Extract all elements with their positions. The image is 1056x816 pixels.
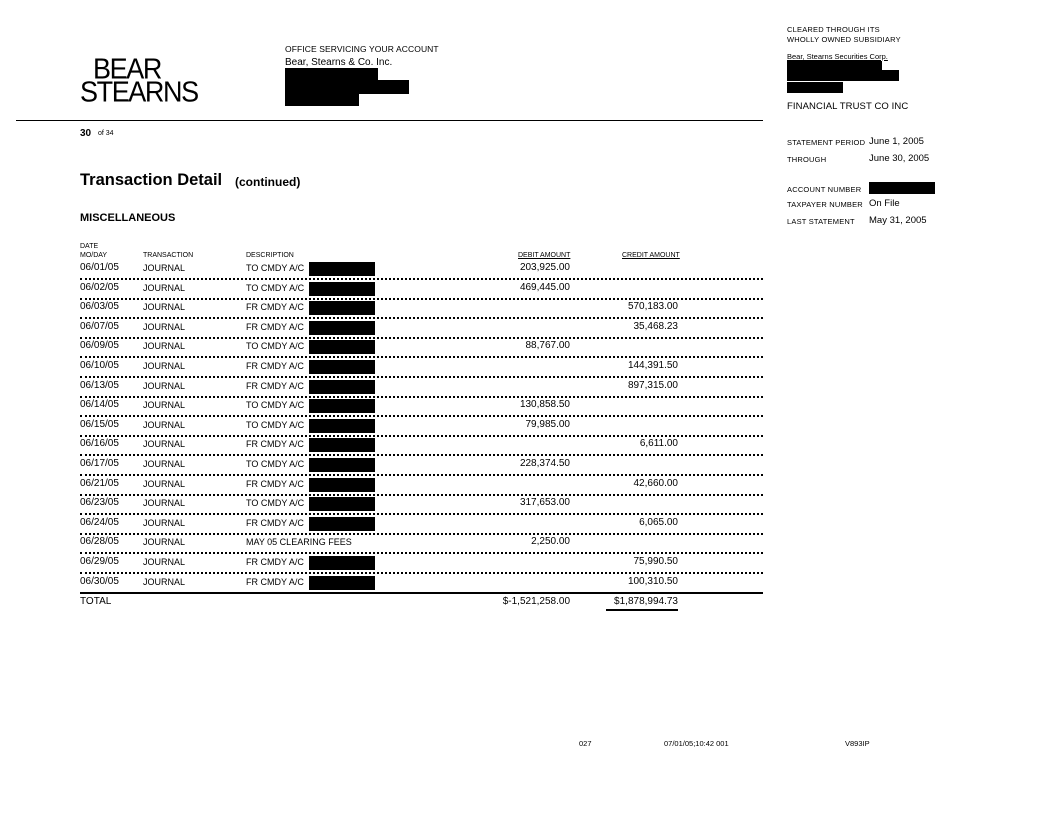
row-transaction: JOURNAL <box>143 557 186 567</box>
redacted-account-block <box>309 556 375 570</box>
row-transaction: JOURNAL <box>143 498 186 509</box>
row-description: TO CMDY A/C <box>246 282 305 293</box>
row-date: 06/03/05 <box>80 301 119 313</box>
total-credit-underline <box>606 609 678 611</box>
redacted-office-line-3 <box>285 94 359 106</box>
row-description: TO CMDY A/C <box>246 419 305 430</box>
table-row <box>80 516 763 536</box>
row-date: 06/17/05 <box>80 458 119 469</box>
col-header-credit: CREDIT AMOUNT <box>622 252 680 259</box>
section-continued: (continued) <box>235 175 301 189</box>
table-row <box>80 320 763 340</box>
row-date: 06/07/05 <box>80 320 119 332</box>
row-date: 06/28/05 <box>80 536 119 548</box>
table-row <box>80 379 763 399</box>
row-date: 06/23/05 <box>80 497 119 509</box>
row-transaction: JOURNAL <box>143 400 186 411</box>
row-transaction: JOURNAL <box>143 341 186 352</box>
table-row <box>80 457 763 477</box>
row-transaction: JOURNAL <box>143 282 186 293</box>
table-row <box>80 261 763 281</box>
total-credit: $1,878,994.73 <box>614 596 678 607</box>
redacted-address-line-2 <box>787 70 899 81</box>
taxpayer-number-value: On File <box>869 198 900 209</box>
row-date: 06/30/05 <box>80 575 119 587</box>
table-row <box>80 535 763 555</box>
redacted-office-line-2 <box>285 80 409 94</box>
row-debit: 469,445.00 <box>519 281 570 293</box>
table-row <box>80 359 763 379</box>
page-of-total: of 34 <box>98 130 114 137</box>
table-row <box>80 300 763 320</box>
row-transaction: JOURNAL <box>143 478 186 489</box>
row-date: 06/09/05 <box>80 340 119 352</box>
table-row <box>80 496 763 516</box>
row-transaction: JOURNAL <box>143 263 186 273</box>
row-transaction: JOURNAL <box>143 380 186 391</box>
row-description: FR CMDY A/C <box>246 478 304 489</box>
col-header-description: DESCRIPTION <box>246 252 294 259</box>
row-credit: 6,611.00 <box>639 438 678 450</box>
row-date: 06/15/05 <box>80 418 119 430</box>
page-number: 30 <box>80 128 92 139</box>
row-credit: 100,310.50 <box>627 575 678 587</box>
taxpayer-number-label: TAXPAYER NUMBER <box>787 200 863 209</box>
redacted-account-block <box>309 517 375 531</box>
col-header-debit: DEBIT AMOUNT <box>518 252 571 259</box>
table-row <box>80 477 763 497</box>
row-description: TO CMDY A/C <box>246 400 305 411</box>
bear-stearns-logo <box>80 53 198 108</box>
row-description: TO CMDY A/C <box>246 459 305 469</box>
row-credit: 35,468.23 <box>633 320 678 332</box>
row-credit: 75,990.50 <box>633 556 678 567</box>
redacted-account-block <box>309 458 375 472</box>
row-description: FR CMDY A/C <box>246 517 304 528</box>
section-title: Transaction Detail <box>80 171 223 189</box>
row-date: 06/02/05 <box>80 281 119 293</box>
col-header-date-line2: MO/DAY <box>80 252 108 259</box>
row-debit: 317,653.00 <box>519 497 570 509</box>
total-rule <box>80 592 763 594</box>
row-credit: 6,065.00 <box>639 516 678 528</box>
row-debit: 88,767.00 <box>525 340 570 352</box>
logo-line-2: STEARNS <box>80 76 198 108</box>
header-rule <box>16 120 763 121</box>
row-debit: 2,250.00 <box>531 536 570 548</box>
section-subtitle: MISCELLANEOUS <box>80 212 176 224</box>
office-heading: OFFICE SERVICING YOUR ACCOUNT <box>285 44 439 54</box>
redacted-account-block <box>309 360 375 374</box>
redacted-account-block <box>309 497 375 511</box>
redacted-account-block <box>309 340 375 354</box>
row-debit: 130,858.50 <box>519 399 570 411</box>
redacted-account-block <box>309 301 375 315</box>
row-description: MAY 05 CLEARING FEES <box>246 537 352 548</box>
redacted-account-block <box>309 576 375 590</box>
table-row <box>80 281 763 301</box>
table-row <box>80 398 763 418</box>
redacted-account-block <box>309 399 375 413</box>
subsidiary-name: Bear, Stearns Securities Corp. <box>787 52 888 61</box>
redacted-account-block <box>309 321 375 335</box>
row-transaction: JOURNAL <box>143 439 186 450</box>
total-label: TOTAL <box>80 596 112 607</box>
redacted-account-block <box>309 478 375 492</box>
row-transaction: JOURNAL <box>143 321 186 332</box>
row-credit: 570,183.00 <box>627 301 678 313</box>
col-header-transaction: TRANSACTION <box>143 252 194 259</box>
row-description: FR CMDY A/C <box>246 439 304 450</box>
logo-line-1: BEAR <box>93 53 161 85</box>
row-description: FR CMDY A/C <box>246 361 304 371</box>
row-transaction: JOURNAL <box>143 459 186 469</box>
last-statement-label: LAST STATEMENT <box>787 217 855 226</box>
row-date: 06/21/05 <box>80 477 119 489</box>
row-debit: 79,985.00 <box>525 418 570 430</box>
row-description: FR CMDY A/C <box>246 302 304 313</box>
redacted-account-block <box>309 380 375 394</box>
statement-period-value: June 1, 2005 <box>869 136 924 147</box>
row-date: 06/14/05 <box>80 399 119 411</box>
total-row <box>80 592 763 614</box>
redacted-office-line-1 <box>285 68 378 80</box>
row-description: TO CMDY A/C <box>246 498 305 509</box>
redacted-account-block <box>309 282 375 296</box>
row-description: FR CMDY A/C <box>246 557 304 567</box>
row-description: FR CMDY A/C <box>246 576 304 587</box>
row-transaction: JOURNAL <box>143 419 186 430</box>
redacted-account-block <box>309 419 375 433</box>
row-date: 06/29/05 <box>80 556 119 567</box>
row-date: 06/10/05 <box>80 360 119 371</box>
total-debit: $-1,521,258.00 <box>502 596 570 607</box>
row-date: 06/01/05 <box>80 262 119 273</box>
row-transaction: JOURNAL <box>143 361 186 371</box>
footer-code: 027 <box>579 739 592 748</box>
row-transaction: JOURNAL <box>143 517 186 528</box>
office-name: Bear, Stearns & Co. Inc. <box>285 57 393 68</box>
row-description: FR CMDY A/C <box>246 321 304 332</box>
col-header-date-line1: DATE <box>80 243 99 250</box>
row-credit: 42,660.00 <box>633 477 678 489</box>
table-row <box>80 339 763 359</box>
last-statement-value: May 31, 2005 <box>869 215 927 226</box>
cleared-through-line-1: CLEARED THROUGH ITS <box>787 25 880 34</box>
account-number-label: ACCOUNT NUMBER <box>787 185 862 194</box>
through-label: THROUGH <box>787 155 827 164</box>
row-date: 06/16/05 <box>80 438 119 450</box>
redacted-account-block <box>309 262 375 276</box>
table-row <box>80 437 763 457</box>
row-description: TO CMDY A/C <box>246 263 305 273</box>
row-credit: 144,391.50 <box>627 360 678 371</box>
row-description: FR CMDY A/C <box>246 380 304 391</box>
row-credit: 897,315.00 <box>627 379 678 391</box>
redacted-account-number <box>869 182 935 194</box>
footer-form-id: V893IP <box>845 739 870 748</box>
row-description: TO CMDY A/C <box>246 341 305 352</box>
redacted-address-line-3 <box>787 82 843 93</box>
row-transaction: JOURNAL <box>143 576 186 587</box>
redacted-account-block <box>309 438 375 452</box>
account-holder-name: FINANCIAL TRUST CO INC <box>787 101 909 112</box>
row-transaction: JOURNAL <box>143 537 186 548</box>
statement-period-label: STATEMENT PERIOD <box>787 138 866 147</box>
row-date: 06/13/05 <box>80 379 119 391</box>
through-value: June 30, 2005 <box>869 153 930 164</box>
row-debit: 228,374.50 <box>519 458 570 469</box>
row-transaction: JOURNAL <box>143 302 186 313</box>
table-row <box>80 418 763 438</box>
row-debit: 203,925.00 <box>519 262 570 273</box>
table-row <box>80 555 763 575</box>
cleared-through-line-2: WHOLLY OWNED SUBSIDIARY <box>787 35 901 44</box>
row-date: 06/24/05 <box>80 516 119 528</box>
footer-timestamp: 07/01/05;10:42 001 <box>664 739 729 748</box>
